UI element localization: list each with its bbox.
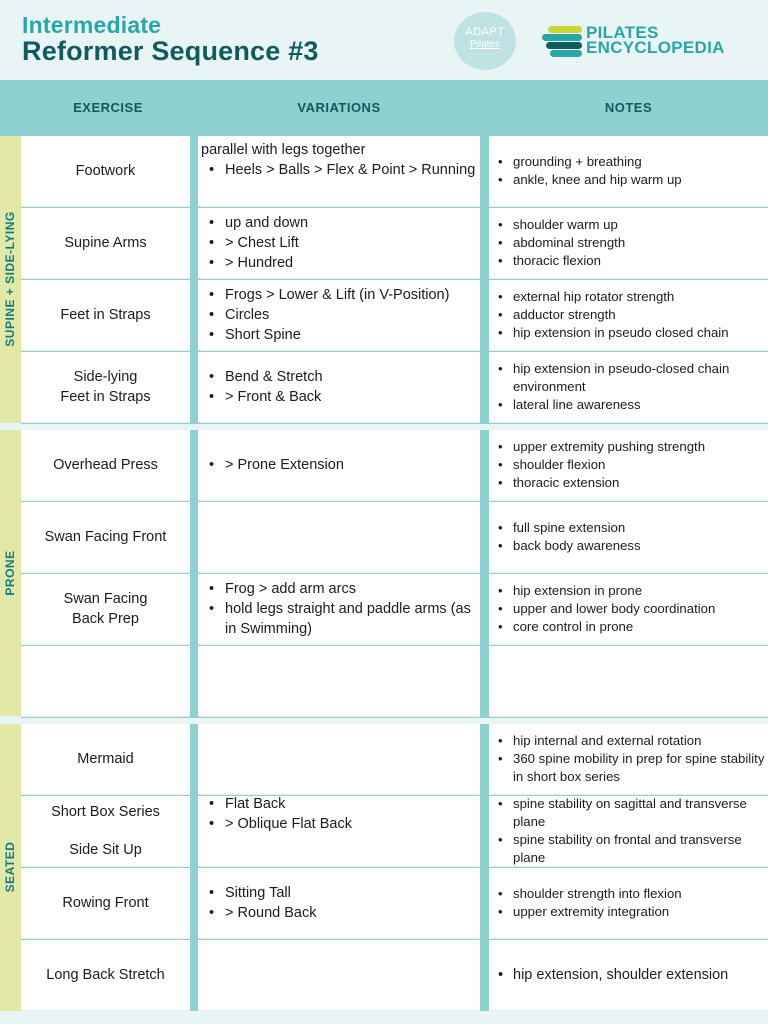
table-row — [21, 724, 768, 796]
variations-cell — [198, 208, 480, 279]
exercise-cell — [21, 352, 190, 423]
page-header — [0, 0, 768, 80]
note-item: • upper extremity pushing strength — [491, 438, 766, 456]
exercise-name-line-2: Back Prep — [72, 611, 139, 627]
brand-line-1: PILATES — [586, 23, 659, 42]
variations-cell — [198, 796, 480, 867]
exercise-name-line-1: Short Box Series — [51, 804, 160, 820]
variation-item: • up and down — [201, 213, 308, 233]
note-item: • grounding + breathing — [491, 153, 766, 171]
table-row — [21, 502, 768, 574]
note-item: • full spine extension — [491, 519, 766, 537]
exercise-cell — [21, 574, 190, 645]
section-block-seated — [21, 724, 768, 1011]
table-row-empty — [21, 646, 768, 718]
variations-cell — [198, 940, 480, 1011]
variation-item: • hold legs straight and paddle arms (as in Swimming) — [201, 599, 480, 639]
table-row — [21, 136, 768, 208]
exercise-name: Supine Arms — [64, 235, 147, 251]
notes-cell — [489, 430, 768, 501]
variation-item: • > Oblique Flat Back — [201, 814, 352, 834]
exercise-cell — [21, 646, 190, 717]
exercise-name: Rowing Front — [62, 895, 149, 911]
table-row — [21, 280, 768, 352]
note-item: • ankle, knee and hip warm up — [491, 171, 766, 189]
exercise-name: Swan Facing Front — [44, 529, 167, 545]
variation-item: • Heels > Balls > Flex & Point > Running — [201, 160, 475, 180]
exercise-cell — [21, 796, 190, 867]
exercise-cell — [21, 280, 190, 351]
exercise-cell — [21, 868, 190, 939]
variations-cell — [198, 724, 480, 795]
note-item: • spine stability on frontal and transverse plane — [491, 831, 766, 867]
table-row — [21, 430, 768, 502]
table-row — [21, 796, 768, 868]
note-item: • abdominal strength — [491, 234, 766, 252]
column-header-row — [0, 80, 768, 136]
exercise-cell — [21, 502, 190, 573]
pilates-encyclopedia-logo-icon — [542, 26, 582, 56]
notes-cell — [489, 136, 768, 207]
note-item: • lateral line awareness — [491, 396, 766, 414]
column-header-variations: VARIATIONS — [297, 100, 381, 115]
table-row — [21, 940, 768, 1012]
note-item: • core control in prone — [491, 618, 766, 636]
variation-item: • Bend & Stretch — [201, 367, 323, 387]
notes-cell — [489, 502, 768, 573]
section-label-seated: SEATED — [3, 841, 17, 893]
variation-item: • Frogs > Lower & Lift (in V-Position) — [201, 285, 449, 305]
adapt-pilates-badge — [454, 12, 516, 70]
variation-item: • > Front & Back — [201, 387, 323, 407]
section-label-supine: SUPINE + SIDE-LYING — [3, 211, 17, 347]
variations-cell — [198, 574, 480, 645]
exercise-name: Mermaid — [77, 751, 134, 767]
variations-cell — [198, 868, 480, 939]
column-header-exercise: EXERCISE — [73, 100, 143, 115]
note-item: • hip extension, shoulder extension — [491, 966, 766, 984]
variations-cell — [198, 136, 480, 207]
variations-cell — [198, 280, 480, 351]
section-block-prone — [21, 430, 768, 718]
title-line-1: Intermediate — [22, 12, 162, 38]
note-item: • shoulder flexion — [491, 456, 766, 474]
table-row — [21, 208, 768, 280]
exercise-cell — [21, 724, 190, 795]
exercise-name-line-1: Side-lying — [73, 369, 138, 385]
variation-item: • > Chest Lift — [201, 233, 308, 253]
notes-cell — [489, 940, 768, 1011]
note-item: • hip extension in prone — [491, 582, 766, 600]
variations-cell — [198, 352, 480, 423]
note-item: • spine stability on sagittal and transverse plane — [491, 795, 766, 831]
section-sidebar-supine — [0, 136, 21, 423]
exercise-cell — [21, 136, 190, 207]
note-item: • upper extremity integration — [491, 903, 766, 921]
exercise-cell — [21, 208, 190, 279]
notes-cell — [489, 796, 768, 867]
note-item: • back body awareness — [491, 537, 766, 555]
exercise-name: Long Back Stretch — [46, 967, 165, 983]
note-item: • shoulder strength into flexion — [491, 885, 766, 903]
exercise-name-line-2: Feet in Straps — [60, 389, 151, 405]
variations-cell — [198, 430, 480, 501]
table-row — [21, 352, 768, 424]
variation-intro: parallel with legs together — [201, 142, 366, 158]
note-item: • thoracic extension — [491, 474, 766, 492]
variation-item: • Frog > add arm arcs — [201, 579, 480, 599]
variation-item: • Short Spine — [201, 325, 449, 345]
exercise-name-line-2: Side Sit Up — [69, 842, 142, 858]
section-block-supine — [21, 136, 768, 424]
note-item: • external hip rotator strength — [491, 288, 766, 306]
exercise-name-line-1: Swan Facing — [63, 591, 148, 607]
exercise-name: Footwork — [75, 163, 136, 179]
variation-item: • > Round Back — [201, 903, 317, 923]
notes-cell — [489, 574, 768, 645]
notes-cell — [489, 280, 768, 351]
notes-cell — [489, 646, 768, 717]
notes-cell — [489, 868, 768, 939]
badge-line-2: Pilates — [469, 39, 500, 50]
brand-line-2: ENCYCLOPEDIA — [586, 38, 725, 57]
variation-item: • Flat Back — [201, 794, 352, 814]
exercise-cell — [21, 940, 190, 1011]
variations-cell — [198, 502, 480, 573]
table-row — [21, 868, 768, 940]
variation-item: • Circles — [201, 305, 449, 325]
page-title: Reformer Sequence #3 — [22, 36, 319, 66]
notes-cell — [489, 352, 768, 423]
exercise-name: Feet in Straps — [60, 307, 151, 323]
notes-cell — [489, 724, 768, 795]
table-row — [21, 574, 768, 646]
section-label-prone: PRONE — [3, 550, 17, 596]
column-header-notes: NOTES — [604, 100, 653, 115]
note-item: • shoulder warm up — [491, 216, 766, 234]
section-sidebar-seated — [0, 724, 21, 1011]
note-item: • upper and lower body coordination — [491, 600, 766, 618]
badge-line-1: ADAPT — [465, 26, 505, 38]
variation-item: • Sitting Tall — [201, 883, 317, 903]
notes-cell — [489, 208, 768, 279]
exercise-name: Overhead Press — [53, 457, 158, 473]
note-item: • thoracic flexion — [491, 252, 766, 270]
note-item: • adductor strength — [491, 306, 766, 324]
note-item: • hip extension in pseudo-closed chain environment — [491, 360, 766, 396]
note-item: • hip extension in pseudo closed chain — [491, 324, 766, 342]
variation-item: • > Prone Extension — [201, 455, 344, 475]
note-item: • hip internal and external rotation — [491, 732, 766, 750]
brand-name — [586, 25, 725, 55]
variations-cell — [198, 646, 480, 717]
note-item: • 360 spine mobility in prep for spine stability in short box series — [491, 750, 766, 786]
variation-item: • > Hundred — [201, 253, 308, 273]
section-sidebar-prone — [0, 430, 21, 716]
exercise-cell — [21, 430, 190, 501]
